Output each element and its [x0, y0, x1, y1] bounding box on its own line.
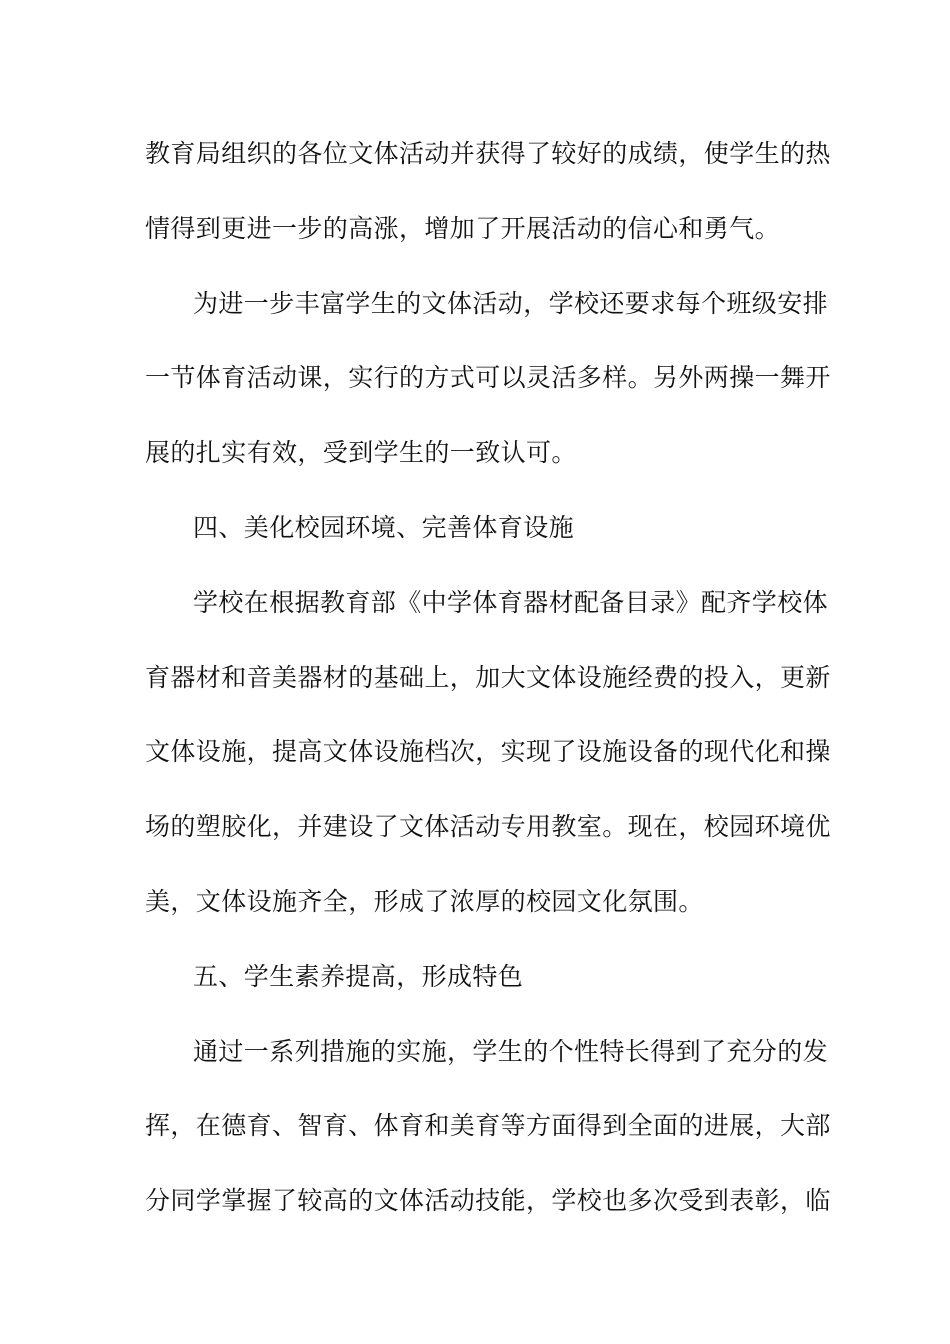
- paragraph-line: 为进一步丰富学生的文体活动，学校还要求每个班级安排: [193, 288, 829, 318]
- paragraph-line: 教育局组织的各位文体活动并获得了较好的成绩，使学生的热: [145, 139, 831, 168]
- section-heading: 五、学生素养提高，形成特色: [193, 961, 524, 991]
- paragraph-line: 育器材和音美器材的基础上，加大文体设施经费的投入，更新: [145, 662, 831, 692]
- paragraph-line: 文体设施，提高文体设施档次，实现了设施设备的现代化和操: [145, 737, 831, 767]
- paragraph-line: 分同学掌握了较高的文体活动技能，学校也多次受到表彰，临: [145, 1186, 831, 1216]
- paragraph-line: 展的扎实有效，受到学生的一致认可。: [145, 438, 577, 468]
- paragraph-line: 一节体育活动课，实行的方式可以灵活多样。另外两操一舞开: [145, 363, 831, 393]
- paragraph-line: 场的塑胶化，并建设了文体活动专用教室。现在，校园环境优: [145, 812, 831, 842]
- paragraph-line: 学校在根据教育部《中学体育器材配备目录》配齐学校体: [193, 587, 829, 617]
- paragraph-line: 美，文体设施齐全，形成了浓厚的校园文化氛围。: [145, 886, 704, 916]
- paragraph-line: 挥，在德育、智育、体育和美育等方面得到全面的进展，大部: [145, 1111, 831, 1141]
- document-body: [145, 130, 831, 1252]
- paragraph-line: 通过一系列措施的实施，学生的个性特长得到了充分的发: [193, 1036, 829, 1066]
- paragraph-line: 情得到更进一步的高涨，增加了开展活动的信心和勇气。: [145, 213, 781, 243]
- section-heading: 四、美化校园环境、完善体育设施: [193, 512, 575, 542]
